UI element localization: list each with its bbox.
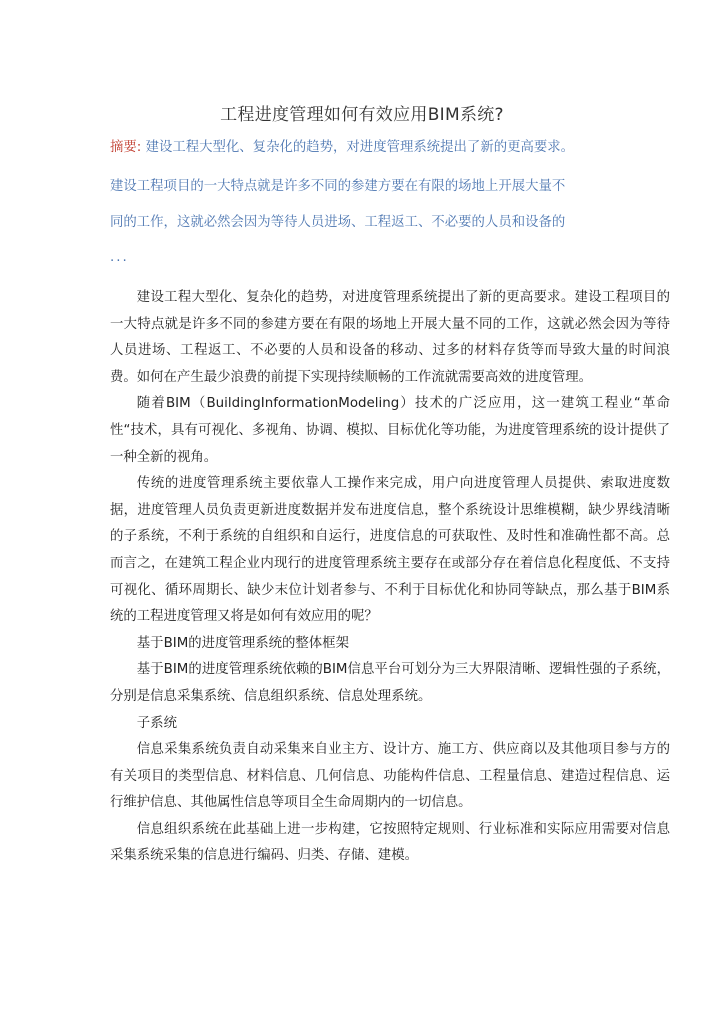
paragraph: 基于BIM的进度管理系统依赖的BIM信息平台可划分为三大界限清晰、逻辑性强的子系统，分别是信息采集系统、信息组织系统、信息处理系统。 — [110, 662, 670, 704]
summary-ellipsis: ... — [110, 250, 129, 265]
section-heading: 基于BIM的进度管理系统的整体框架 — [136, 635, 349, 651]
document-body — [110, 285, 670, 870]
section-heading: 子系统 — [136, 715, 177, 731]
paragraph: 信息采集系统负责自动采集来自业主方、设计方、施工方、供应商以及其他项目参与方的有关项目的类型信息、材料信息、几何信息、功能构件信息、工程量信息、建造过程信息、运行维护信息、其他属性信息等项目全生命周期内的一切信息。 — [110, 742, 670, 811]
summary-line-1 — [110, 136, 630, 155]
paragraph: 传统的进度管理系统主要依靠人工操作来完成，用户向进度管理人员提供、索取进度数据，进度管理人员负责更新进度数据并发布进度信息，整个系统设计思维模糊，缺少界线清晰的子系统，不利于系统的自组织和自运行，进度信息的可获取性、及时性和准确性都不高。总而言之，在建筑工程企业内现行的进度管理系统主要存在或部分存在着信息化程度低、不支持可视化、循环周期长、缺少末位计划者参与、不利于目标优化和协同等缺点，那么基于BIM系统的工程进度管理又将是如何有效应用的呢？ — [110, 476, 670, 625]
paragraph: 随着BIM（BuildingInformationModeling）技术的广泛应用，这一建筑工程业“革命性“技术，具有可视化、多视角、协调、模拟、目标优化等功能，为进度管理系统的设计提供了一种全新的视角。 — [110, 396, 670, 465]
summary-text-1: 建设工程大型化、复杂化的趋势，对进度管理系统提出了新的更高要求。 — [145, 140, 575, 155]
paragraph: 建设工程大型化、复杂化的趋势，对进度管理系统提出了新的更高要求。建设工程项目的一大特点就是许多不同的参建方要在有限的场地上开展大量不同的工作，这就必然会因为等待人员进场、工程返工、不必要的人员和设备的移动、过多的材料存货等而导致大量的时间浪费。如何在产生最少浪费的前提下实现持续顺畅的工作流就需要高效的进度管理。 — [110, 290, 670, 385]
summary-line-2: 建设工程项目的一大特点就是许多不同的参建方要在有限的场地上开展大量不 — [110, 179, 566, 194]
summary-line-3: 同的工作，这就必然会因为等待人员进场、工程返工、不必要的人员和设备的 — [110, 215, 566, 230]
summary-label: 摘要: — [110, 140, 142, 155]
document-title: 工程进度管理如何有效应用BIM系统? — [220, 105, 504, 125]
paragraph: 信息组织系统在此基础上进一步构建，它按照特定规则、行业标准和实际应用需要对信息采集系统采集的信息进行编码、归类、存储、建模。 — [110, 821, 670, 864]
